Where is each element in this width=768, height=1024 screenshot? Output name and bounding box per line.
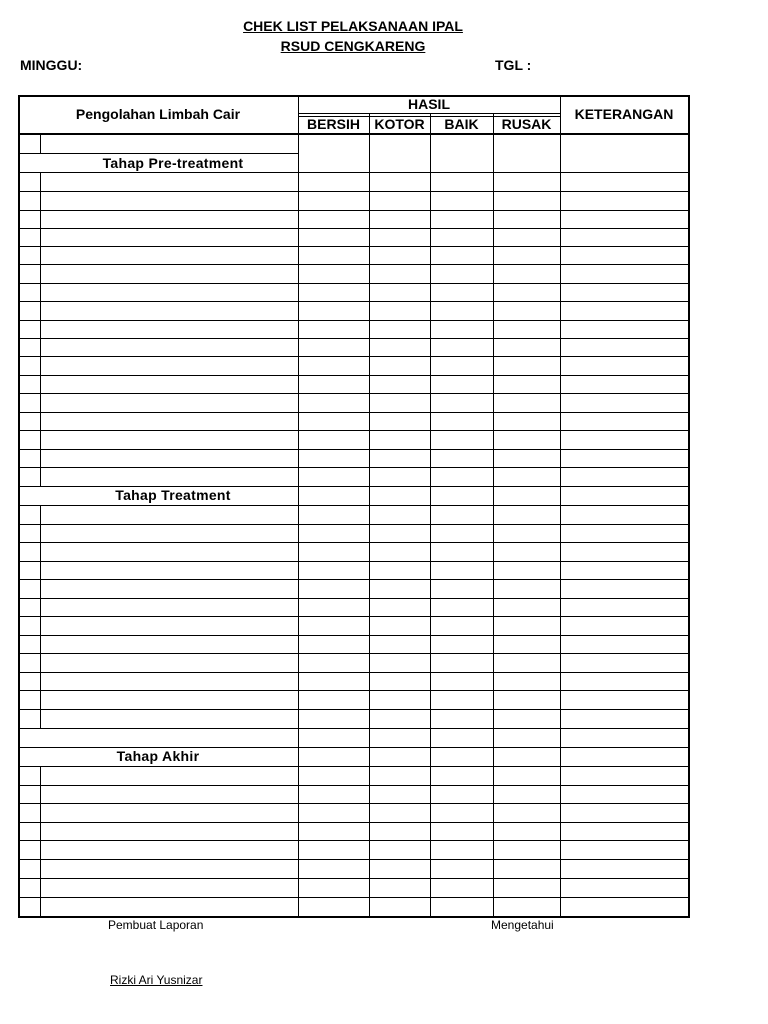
table-rule [493,113,494,916]
table-rule [18,301,688,302]
table-rule [18,338,688,339]
table-rule [18,561,688,562]
table-rule [40,172,41,486]
table-rule [18,840,688,841]
table-rule [18,430,688,431]
table-rule [18,709,688,710]
date-label: TGL : [495,57,532,73]
footer-pembuat-laporan: Pembuat Laporan [108,918,204,932]
table-rule [18,635,688,636]
header-keterangan: KETERANGAN [574,106,674,122]
table-rule [18,246,688,247]
table-rule [18,95,20,918]
table-rule [18,412,688,413]
table-rule [18,228,688,229]
table-rule [18,191,688,192]
table-rule [18,785,688,786]
header-pengolahan: Pengolahan Limbah Cair [75,106,241,122]
header-rusak: RUSAK [501,116,552,132]
table-rule [18,153,298,154]
section-pretreatment-label: Tahap Pre-treatment [102,155,244,171]
table-rule [18,728,688,729]
table-rule [18,283,688,284]
table-rule [18,616,688,617]
table-rule [18,579,688,580]
footer-signer-name: Rizki Ari Yusnizar [110,973,203,987]
table-rule [18,375,688,376]
table-rule [18,653,688,654]
table-rule [298,113,560,114]
table-rule [18,320,688,321]
header-hasil: HASIL [408,96,450,112]
table-rule [18,210,688,211]
footer-mengetahui: Mengetahui [491,918,554,932]
table-rule [18,356,688,357]
document-title: CHEK LIST PELAKSANAAN IPAL [243,18,463,34]
table-rule [18,542,688,543]
week-label: MINGGU: [20,57,83,73]
table-rule [18,598,688,599]
table-rule [18,467,688,468]
table-rule [18,133,688,135]
table-rule [18,897,688,898]
table-rule [40,133,41,153]
table-rule [18,449,688,450]
section-treatment-label: Tahap Treatment [115,487,231,503]
section-akhir-label: Tahap Akhir [116,748,200,764]
table-rule [18,878,688,879]
table-rule [18,690,688,691]
table-rule [18,672,688,673]
table-rule [18,766,688,767]
table-rule [688,95,690,918]
table-rule [18,859,688,860]
table-rule [18,524,688,525]
table-rule [18,822,688,823]
table-rule [18,803,688,804]
table-rule [40,766,41,916]
header-baik: BAIK [444,116,479,132]
header-bersih: BERSIH [307,116,360,132]
table-rule [369,113,370,916]
table-rule [18,393,688,394]
table-rule [18,172,688,173]
header-kotor: KOTOR [374,116,425,132]
table-rule [430,113,431,916]
table-rule [18,505,688,506]
table-rule [18,264,688,265]
document-subtitle: RSUD CENGKARENG [280,38,426,54]
